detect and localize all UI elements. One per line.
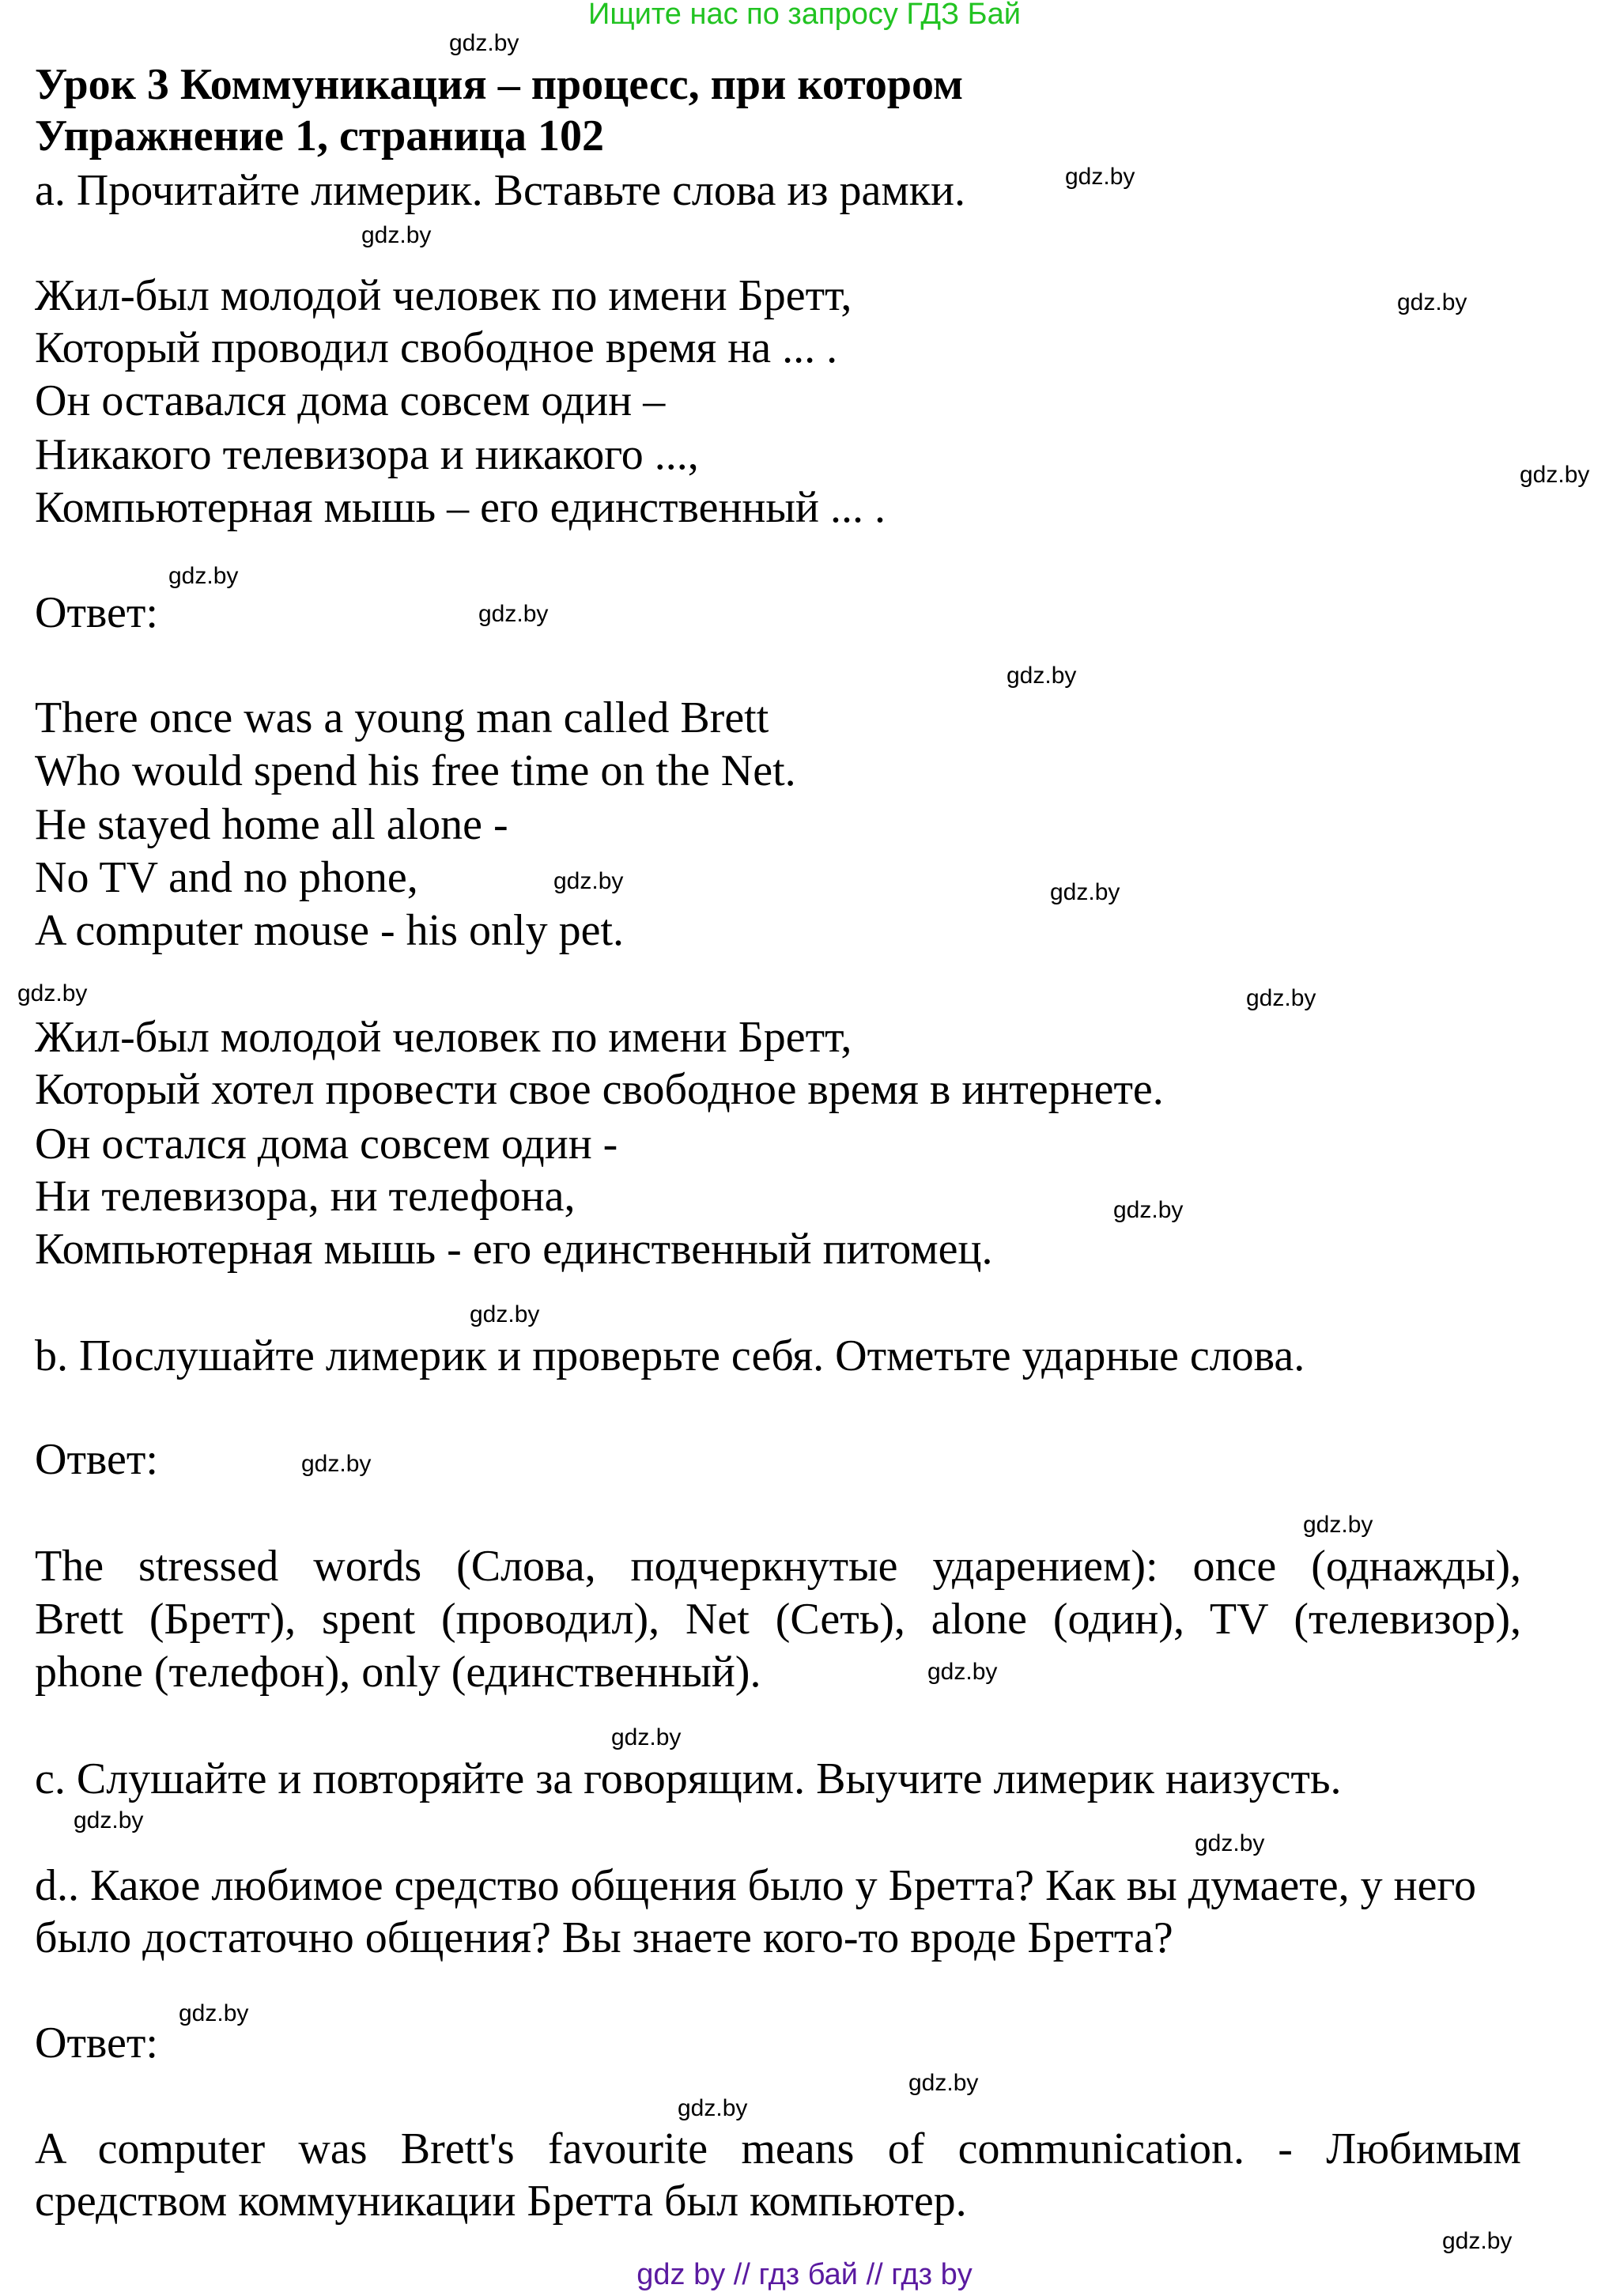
task-d-line: было достаточно общения? Вы знаете кого-то вроде Бретта?	[35, 1913, 1173, 1962]
poem-ru-line: Компьютерная мышь - его единственный питомец.	[35, 1225, 993, 1274]
watermark: gdz.by	[179, 2000, 249, 2026]
watermark: gdz.by	[470, 1301, 540, 1327]
poem-en-line: A computer mouse - his only pet.	[35, 906, 625, 955]
answer-label: Ответ:	[35, 2018, 158, 2068]
watermark: gdz.by	[611, 1724, 682, 1750]
task-c: c. Слушайте и повторяйте за говорящим. Выучите лимерик наизусть.	[35, 1754, 1342, 1803]
watermark: gdz.by	[1303, 1512, 1373, 1538]
poem-en-line: He stayed home all alone -	[35, 800, 508, 849]
watermark: gdz.by	[678, 2095, 748, 2121]
watermark: gdz.by	[1246, 985, 1316, 1011]
poem-en-line: Who would spend his free time on the Net.	[35, 746, 796, 795]
watermark: gdz.by	[1050, 879, 1120, 905]
answer-d-line: средством коммуникации Бретта был компьютер.	[35, 2177, 967, 2226]
watermark: gdz.by	[1397, 289, 1467, 315]
answer-label: Ответ:	[35, 588, 158, 637]
poem-ru-line: Который хотел провести свое свободное время в интернете.	[35, 1065, 1164, 1114]
poem-en-line: There once was a young man called Brett	[35, 693, 769, 742]
answer-b-line: Brett (Бретт), spent (проводил), Net (Сеть), alone (один), TV (телевизор),	[35, 1595, 1521, 1644]
watermark: gdz.by	[478, 601, 549, 627]
poem-gap-line: Он оставался дома совсем один –	[35, 376, 666, 425]
watermark: gdz.by	[449, 30, 519, 56]
watermark: gdz.by	[908, 2070, 979, 2096]
watermark: gdz.by	[553, 868, 624, 894]
watermark: gdz.by	[361, 222, 432, 248]
watermark: gdz.by	[301, 1451, 372, 1477]
answer-b-line: phone (телефон), only (единственный).	[35, 1648, 761, 1697]
watermark: gdz.by	[1007, 663, 1077, 689]
poem-gap-line: Никакого телевизора и никакого ...,	[35, 430, 699, 479]
poem-ru-line: Жил-был молодой человек по имени Бретт,	[35, 1013, 852, 1062]
poem-gap-line: Жил-был молодой человек по имени Бретт,	[35, 271, 852, 320]
poem-gap-line: Компьютерная мышь – его единственный ... .	[35, 483, 886, 532]
watermark: gdz.by	[168, 563, 239, 589]
footer-links[interactable]: gdz by // гдз бай // гдз by	[636, 2258, 973, 2291]
poem-gap-line: Который проводил свободное время на ... .	[35, 323, 838, 372]
watermark: gdz.by	[1195, 1830, 1265, 1856]
watermark: gdz.by	[17, 980, 88, 1006]
watermark: gdz.by	[1442, 2228, 1513, 2254]
task-a: a. Прочитайте лимерик. Вставьте слова из рамки.	[35, 166, 965, 215]
watermark: gdz.by	[1065, 164, 1135, 190]
search-banner[interactable]: Ищите нас по запросу ГДЗ Бай	[588, 0, 1021, 31]
watermark: gdz.by	[74, 1807, 144, 1833]
watermark: gdz.by	[1520, 462, 1590, 488]
poem-ru-line: Ни телевизора, ни телефона,	[35, 1172, 576, 1221]
watermark: gdz.by	[927, 1659, 998, 1685]
exercise-title: Упражнение 1, страница 102	[35, 111, 605, 160]
poem-ru-line: Он остался дома совсем один -	[35, 1120, 618, 1169]
lesson-title: Урок 3 Коммуникация – процесс, при котором	[35, 60, 964, 109]
answer-b-line: The stressed words (Слова, подчеркнутые ударением): once (однажды),	[35, 1542, 1521, 1591]
poem-en-line: No TV and no phone,	[35, 853, 418, 902]
task-d-line: d.. Какое любимое средство общения было у Бретта? Как вы думаете, у него	[35, 1861, 1477, 1910]
answer-d-line: A computer was Brett's favourite means of communication. - Любимым	[35, 2124, 1521, 2173]
answer-label: Ответ:	[35, 1435, 158, 1484]
task-b: b. Послушайте лимерик и проверьте себя. Отметьте ударные слова.	[35, 1331, 1305, 1380]
watermark: gdz.by	[1113, 1197, 1184, 1223]
